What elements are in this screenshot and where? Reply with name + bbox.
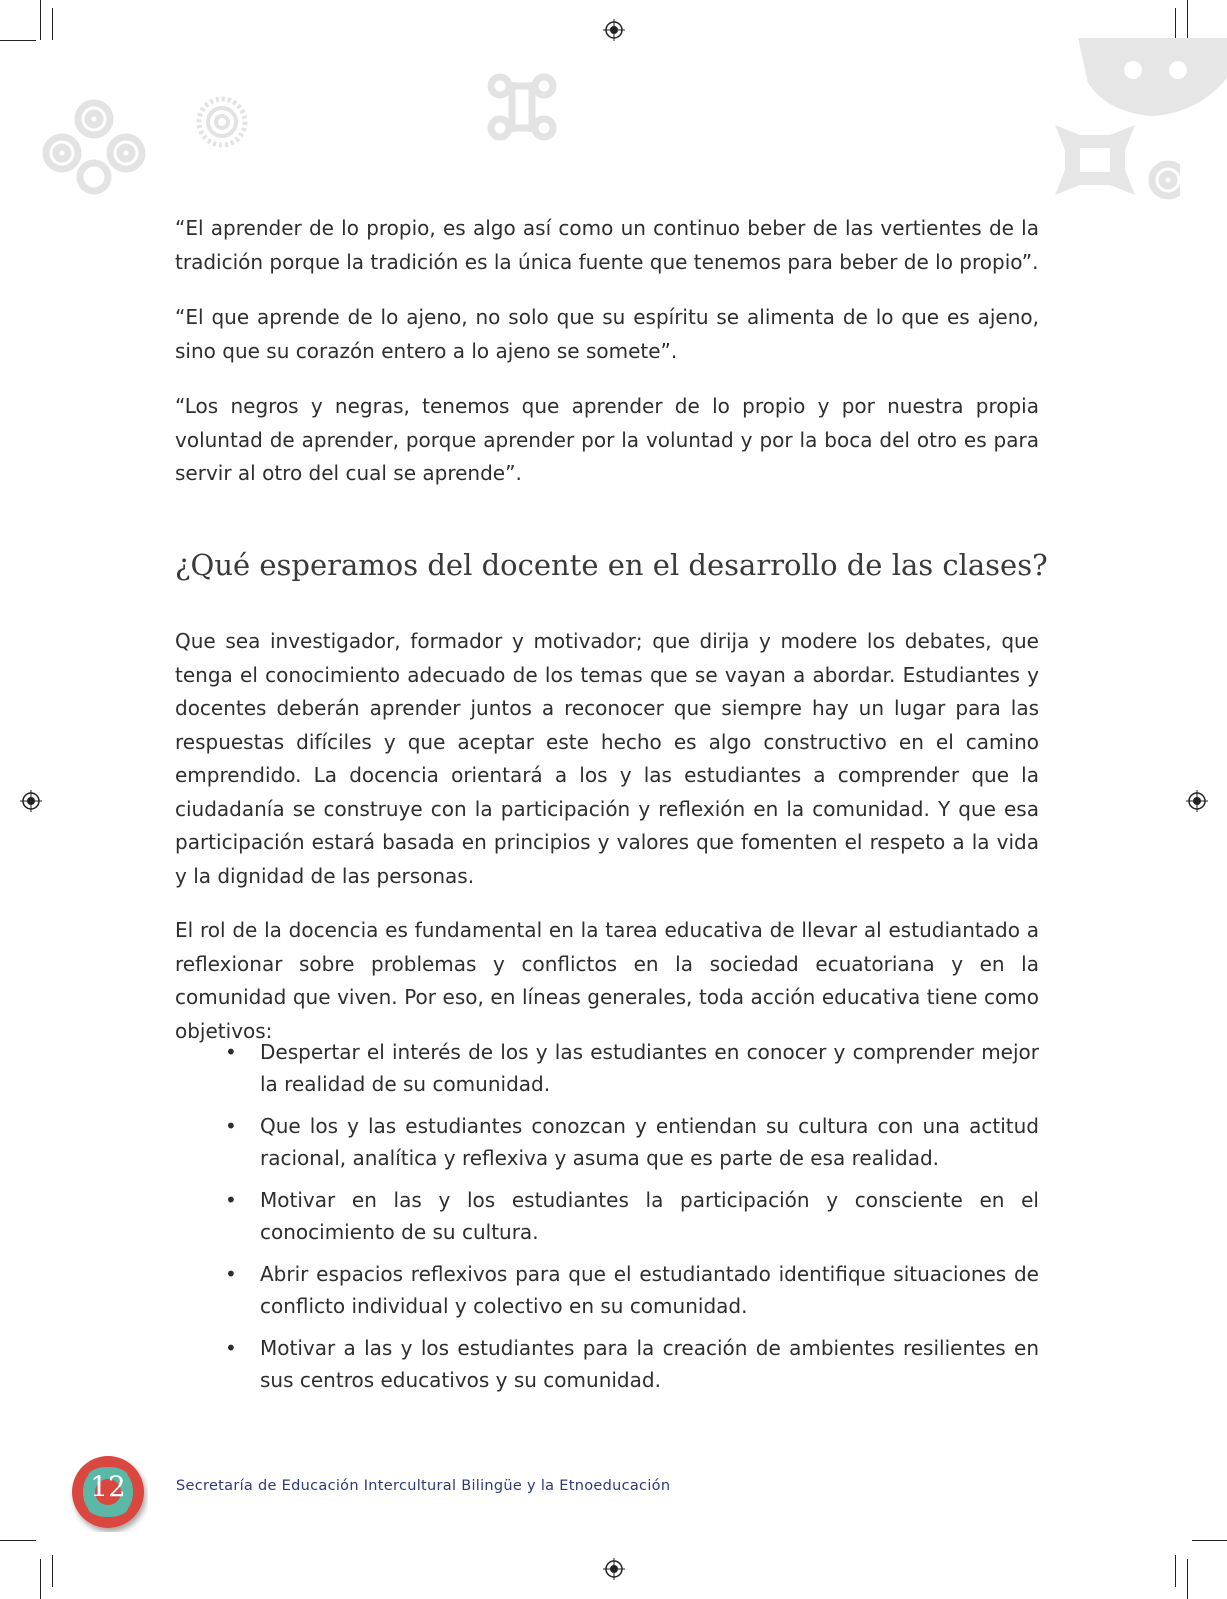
crop-mark-bottom-left-h — [0, 1540, 36, 1541]
bullet-marker: • — [225, 1114, 237, 1138]
crop-mark-top-left-h — [0, 40, 36, 41]
crop-mark-bottom-right-v2 — [1175, 1555, 1176, 1587]
bullet-marker: • — [225, 1188, 237, 1212]
crop-mark-bottom-left-v2 — [52, 1555, 53, 1587]
section-heading: ¿Qué esperamos del docente en el desarrollo de las clases? — [175, 548, 1048, 582]
list-item-text: Motivar a las y los estudiantes para la creación de ambientes resilientes en sus centros educativos y su comunidad. — [260, 1336, 1039, 1392]
crop-mark-top-right-v2 — [1175, 8, 1176, 40]
spiral-ornament-right-icon — [1140, 150, 1180, 230]
list-item-text: Abrir espacios reflexivos para que el estudiantado identifique situaciones de conflicto individual y colectivo en su comunidad. — [260, 1262, 1039, 1318]
list-item — [175, 1258, 1039, 1322]
crop-mark-top-left-v2 — [52, 8, 53, 40]
list-item — [175, 1332, 1039, 1396]
footer-publisher: Secretaría de Educación Intercultural Bilingüe y la Etnoeducación — [176, 1478, 671, 1494]
sun-ornament-icon — [195, 95, 250, 150]
registration-mark-bottom-icon — [603, 1558, 625, 1580]
registration-mark-right-icon — [1186, 790, 1208, 812]
objectives-list — [175, 1036, 1039, 1406]
list-item-text: Despertar el interés de los y las estudiantes en conocer y comprender mejor la realidad de su comunidad. — [260, 1040, 1039, 1096]
quote-1: “El aprender de lo propio, es algo así como un continuo beber de las vertientes de la tradición porque la tradición es la única fuente que tenemos para beber de lo propio”. — [175, 216, 1039, 274]
list-item — [175, 1036, 1039, 1100]
crop-mark-bottom-right-h — [1192, 1540, 1227, 1541]
crop-mark-bottom-right-v — [1187, 1559, 1188, 1599]
registration-mark-top-icon — [603, 19, 625, 41]
knot-ornament-icon — [486, 72, 558, 142]
paragraph-1: Que sea investigador, formador y motivador; que dirija y modere los debates, que tenga el conocimiento adecuado de los temas que se vayan a abordar. Estudiantes y docentes deberán aprender juntos a reconocer que siempre hay un lugar para las respuestas difíciles y que aceptar este hecho es algo constructivo en el camino emprendido. La docencia orientará a los y las estudiantes a comprender que la ciudadanía se construye con la participación y reflexión en la comunidad. Y que esa participación estará basada en principios y valores que fomenten el respeto a la vida y la dignidad de las personas. — [175, 629, 1039, 888]
registration-mark-left-icon — [20, 790, 42, 812]
paragraph-2: El rol de la docencia es fundamental en la tarea educativa de llevar al estudiantado a reflexionar sobre problemas y conflictos en la sociedad ecuatoriana y en la comunidad que viven. Por eso, en líneas generales, toda acción educativa tiene como objetivos: — [175, 918, 1039, 1043]
bullet-marker: • — [225, 1336, 237, 1360]
bullet-marker: • — [225, 1262, 237, 1286]
list-item-text: Que los y las estudiantes conozcan y entiendan su cultura con una actitud racional, analítica y reflexiva y asuma que es parte de esa realidad. — [260, 1114, 1039, 1170]
frame-ornament-icon — [1050, 120, 1140, 200]
quote-3: “Los negros y negras, tenemos que aprender de lo propio y por nuestra propia voluntad de aprender, porque aprender por la voluntad y por la boca del otro es para servir al otro del cual se aprende”. — [175, 394, 1039, 485]
spiral-ornament-icon — [38, 95, 150, 195]
quote-2: “El que aprende de lo ajeno, no solo que su espíritu se alimenta de lo que es ajeno, sino que su corazón entero a lo ajeno se somete”. — [175, 305, 1039, 363]
list-item — [175, 1110, 1039, 1174]
list-item — [175, 1184, 1039, 1248]
crop-mark-top-right-v — [1187, 0, 1188, 40]
crop-mark-top-left-v — [40, 0, 41, 40]
mask-ornament-icon — [1078, 38, 1227, 118]
bullet-marker: • — [225, 1040, 237, 1064]
page-number: 12 — [90, 1470, 126, 1503]
crop-mark-bottom-left-v — [40, 1559, 41, 1599]
list-item-text: Motivar en las y los estudiantes la participación y consciente en el conocimiento de su cultura. — [260, 1188, 1039, 1244]
